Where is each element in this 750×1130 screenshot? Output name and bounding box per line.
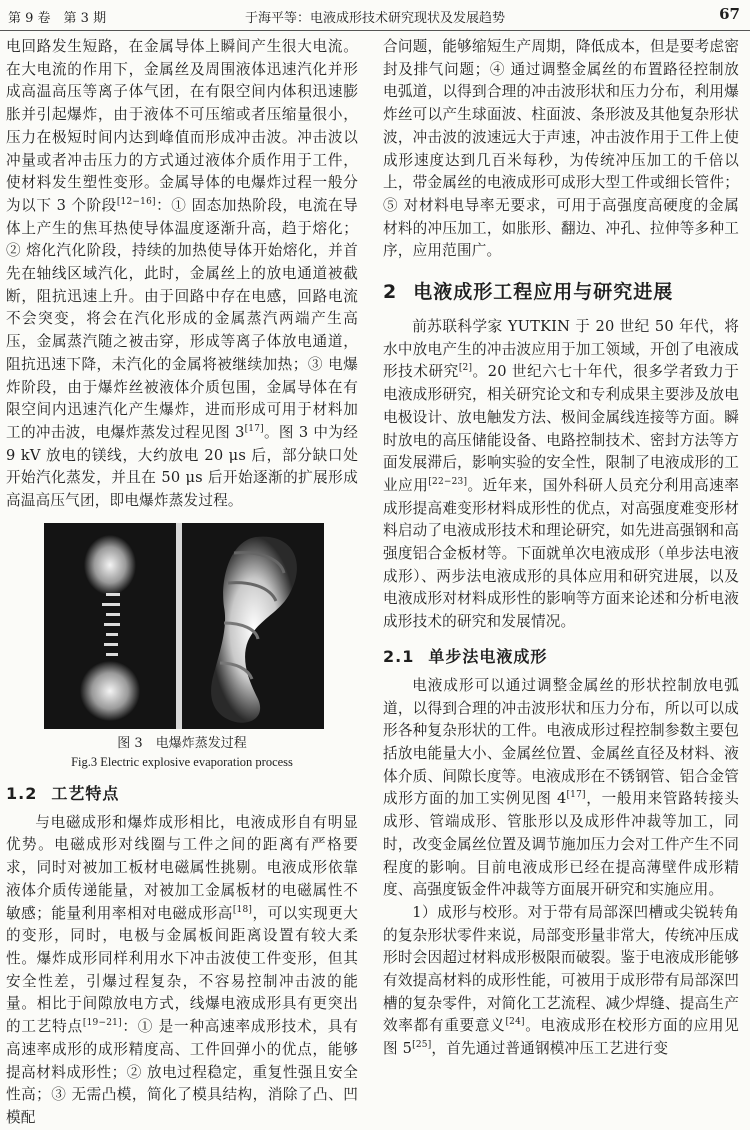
paragraph <box>383 316 739 634</box>
text-run: 前苏联科学家 YUTKIN 于 20 世纪 50 年代，将水中放电产生的冲击波应用于加工领域，开创了电液成形技术研究 <box>383 318 739 381</box>
text-run: 电液成形可以通过调整金属丝的形状控制放电弧道，以得到合理的冲击波形状和压力分布，所以可以成形各种复杂形状的工件。电液成形过程控制参数主要包括放电能量大小、金属丝位置、金属丝直径及材料、液体介质、间隙长度等。电液成形在不锈钢管、铝合金管成形方面的加工实例见图 4 <box>383 676 739 808</box>
text-run: ，可以实现更大的变形，同时，电极与金属板间距离设置有较大柔性。爆炸成形同样利用水下冲击波使工件变形，但其安全性差，引爆过程复杂，不容易控制冲击波的能量。相比于间隙放电方式，线爆电液成形具有更突出的工艺特点 <box>6 904 358 1036</box>
text-run: 电回路发生短路，在金属导体上瞬间产生很大电流。在大电流的作用下，金属丝及周围液体迅速汽化并形成高温高压等离子体气团，在有限空间内体积迅速膨胀并引起爆炸，由于液体不可压缩或者压缩量很小，压力在极短时间内达到峰值而形成冲击波。冲击波以冲量或者冲击压力的方式通过液体介质作用于工件，使材料发生塑性变形。金属导体的电爆炸过程一般分为以下 3 个阶段 <box>6 38 358 214</box>
figure-3-photo <box>44 523 324 729</box>
citation: [12−16] <box>116 197 156 208</box>
text-run: ，一般用来管路转接头成形、管端成形、管胀形以及成形件冲裁等加工，同时，改变金属丝位置及调节施加压力会对工件产生不同程度的影响。目前电液成形已经在提高薄壁件成形精度、高强度钣金件冲裁等方面展开研究和实施应用。 <box>383 790 739 899</box>
section-heading-1-2 <box>6 781 358 804</box>
section-number: 1.2 <box>6 783 38 803</box>
paragraph <box>383 675 739 902</box>
figure-3 <box>6 523 358 771</box>
section-number: 2.1 <box>383 646 415 666</box>
paragraph <box>6 812 358 1130</box>
citation: [18] <box>232 904 253 915</box>
text-run: 1）成形与校形。对于带有局部深凹槽或尖锐转角的复杂形状零件来说，局部变形量非常大，传统冲压成形时会因超过材料成形极限而破裂。鉴于电液成形能够有效提高材料的成形性能，可被用于成形带有局部深凹槽的复杂零件，对简化工艺流程、减少焊缝、提高生产效率都有重要意义 <box>383 903 739 1035</box>
text-run: 。图 3 中为经 9 kV 放电的镁线，大约放电 20 μs 后，部分缺口处开始汽化蒸发，并且在 50 μs 后开始逐渐的扩展形成高温高压气团，即电爆炸蒸发过程。 <box>6 423 358 510</box>
text-run: 。近年来，国外科研人员充分利用高速率成形提高难变形材料成形性的优点，对高强度难变形材料启动了电液成形技术和理论研究，如先进高强钢和高强度铝合金板材等。下面就单次电液成形（单步法电液成形）、两步法电液成形的具体应用和研究进展，以及电液成形对材料成形性的影响等方面来论述和分析电液成形技术的研究和发展情况。 <box>383 476 739 631</box>
figure-caption-cn: 图 3 电爆炸蒸发过程 <box>117 735 247 751</box>
explosion-photo-graphic <box>44 523 324 729</box>
citation: [22−23] <box>428 477 468 488</box>
section-title: 工艺特点 <box>51 783 120 803</box>
text-run: ：① 是一种高速率成形技术，具有高速率成形的成形精度高、工件回弹小的优点，能够提高材料成形性；② 放电过程稳定，重复性强且安全性高；③ 无需凸模，简化了模具结构，消除了凸、凹模配 <box>6 1018 358 1126</box>
citation: [25] <box>412 1040 432 1051</box>
paragraph <box>383 902 739 1061</box>
text-run: ，首先通过普通钢模冲压工艺进行变 <box>431 1040 669 1058</box>
text-run: ：① 固态加热阶段，电流在导体上产生的焦耳热使导体温度逐渐升高，趋于熔化；② 熔化汽化阶段，持续的加热使导体开始熔化，并首先在轴线区域汽化，此时，金属丝上的放电通道被截断，阻抗迅速上升。由于回路中存在电感，回路电流不会突变，将会在汽化形成的金属蒸汽两端产生高压，金属蒸汽随之被击穿，形成等离子体放电通道，阻抗迅速下降，未汽化的金属将被继续加热；③ 电爆炸阶段，由于爆炸丝被液体介质包围，金属导体在有限空间内迅速汽化产生爆炸，进而形成可用于材料加工的冲击波，电爆炸蒸发过程见图 3 <box>6 196 358 441</box>
paragraph: 合问题，能够缩短生产周期，降低成本，但是要考虑密封及排气问题；④ 通过调整金属丝的布置路径控制放电弧道，以得到合理的冲击波形状和压力分布，利用爆炸丝可以产生球面波、柱面波、条形波及其他复杂形状波，冲击波的波速远大于声速，冲击波作用于工件上使成形速度达到几百米每秒，为传统冲压加工的千倍以上，带金属丝的电液成形可成形大型工件或细长管件；⑤ 对材料电导率无要求，可用于高强度高硬度的金属材料的冲压加工，如胀形、翻边、冲孔、拉伸等多种工序，应用范围广。 <box>383 38 739 260</box>
citation: [24] <box>505 1017 525 1028</box>
citation: [2] <box>458 363 473 374</box>
section-heading-2 <box>383 277 739 304</box>
text-run: 与电磁成形和爆炸成形相比，电液成形自有明显优势。电磁成形对线圈与工件之间的距离有严格要求，同时对被加工板材电磁属性挑剔。电液成形依靠液体介质传递能量，对被加工金属板材的电磁属性不敏感；能量利用率相对电磁成形高 <box>6 813 358 922</box>
running-title: 于海平等：电液成形技术研究现状及发展趋势 <box>244 11 505 26</box>
page-number: 67 <box>719 5 740 23</box>
text-run: 。电液成形在校形方面的应用见图 5 <box>383 1017 739 1058</box>
citation: [17] <box>244 424 264 435</box>
section-heading-2-1 <box>383 644 739 667</box>
journal-issue: 第 9 卷 第 3 期 <box>8 11 107 26</box>
section-title: 电液成形工程应用与研究进展 <box>413 281 674 304</box>
paragraph <box>6 36 358 513</box>
section-number: 2 <box>383 281 398 304</box>
right-column <box>383 36 739 1061</box>
page-header <box>0 0 750 31</box>
left-column <box>6 36 358 1130</box>
text-run: 。20 世纪六七十年代，很多学者致力于电液成形研究，相关研究论文和专利成果主要涉及放电电极设计、放电触发方法、极间金属线连接等方面。瞬时放电的高压储能设备、电路控制技术、密封方法等方面发展滞后，影响实验的安全性，限制了电液成形的工业应用 <box>383 363 739 494</box>
figure-caption-en: Fig.3 Electric explosive evaporation process <box>71 754 293 769</box>
citation: [19−21] <box>82 1018 122 1029</box>
citation: [17] <box>566 790 586 801</box>
section-title: 单步法电液成形 <box>428 646 548 666</box>
